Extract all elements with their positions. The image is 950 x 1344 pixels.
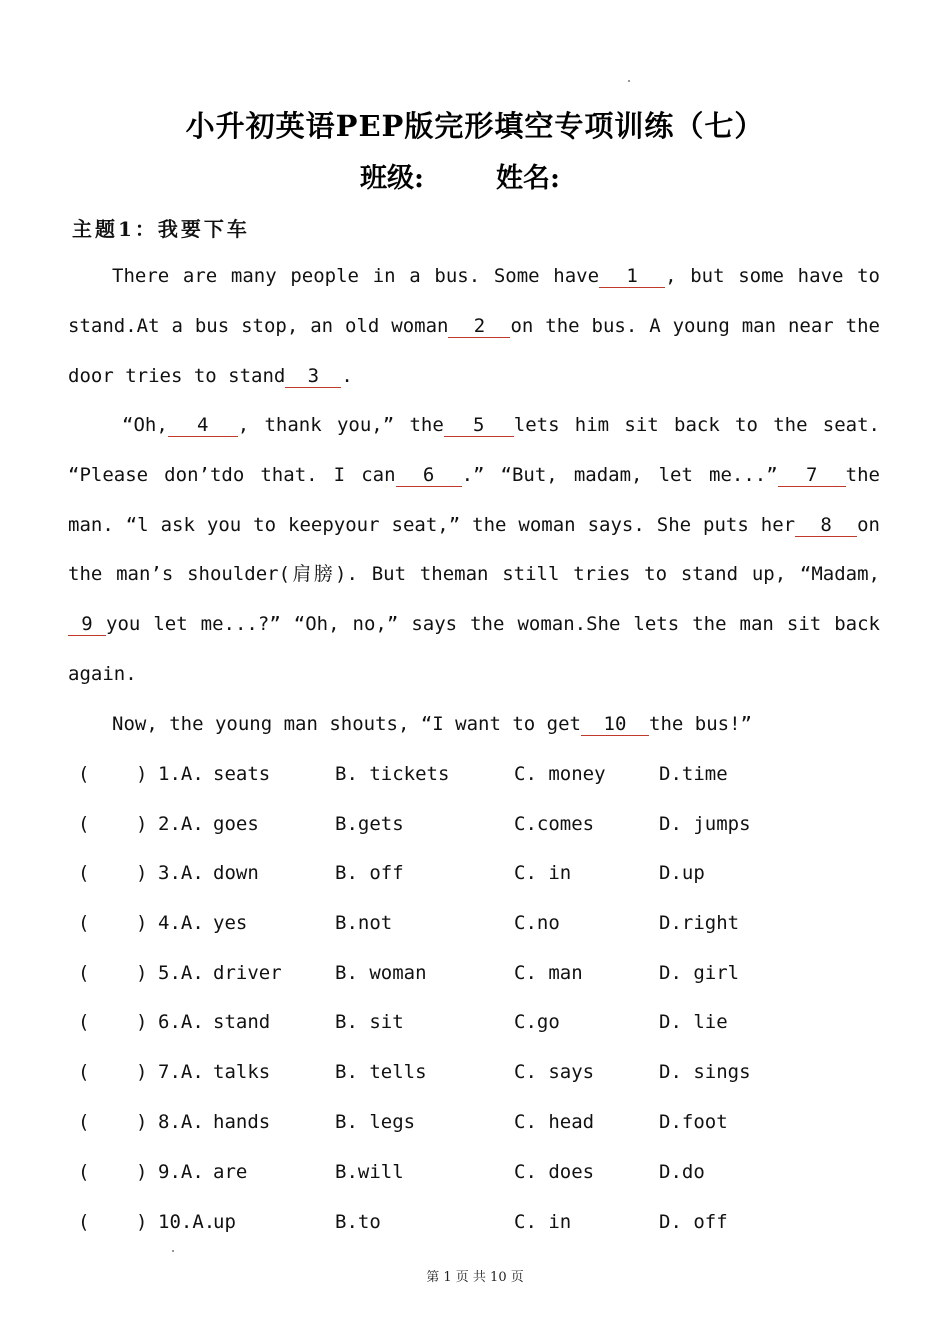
option-c[interactable]: C. head xyxy=(514,1111,595,1133)
speck-mark xyxy=(628,80,630,82)
option-d[interactable]: D. girl xyxy=(659,962,740,984)
option-a[interactable]: hands xyxy=(213,1111,271,1133)
student-info xyxy=(360,156,560,195)
page-footer: 第 1 页 共 10 页 xyxy=(426,1270,524,1285)
blank-9[interactable]: 9 xyxy=(68,613,106,636)
option-a[interactable]: goes xyxy=(213,813,259,835)
option-a[interactable]: up xyxy=(213,1211,236,1233)
class-label: 班级: xyxy=(360,163,424,194)
option-a[interactable]: seats xyxy=(213,763,271,785)
option-c[interactable]: C. says xyxy=(514,1061,595,1083)
option-b[interactable]: B.not xyxy=(335,912,393,934)
blank-7[interactable]: 7 xyxy=(778,464,846,487)
page-title: 小升初英语PEP版完形填空专项训练（七） xyxy=(185,109,765,143)
speck-mark xyxy=(172,1250,174,1252)
option-b[interactable]: B.will xyxy=(335,1161,404,1183)
option-d[interactable]: D. jumps xyxy=(659,813,751,835)
option-a[interactable]: stand xyxy=(213,1011,271,1033)
blank-6[interactable]: 6 xyxy=(396,464,462,487)
option-b[interactable]: B.gets xyxy=(335,813,404,835)
option-d[interactable]: D.right xyxy=(659,912,740,934)
passage-paragraph-1: There are many people in a bus. Some have 1 , but some have to stand.At a bus stop, an old woman 2 on the bus. A young man near the door tries to stand 3 . xyxy=(68,265,880,387)
option-c[interactable]: C.no xyxy=(514,912,560,934)
option-d[interactable]: D. off xyxy=(659,1211,728,1233)
option-c[interactable]: C. in xyxy=(514,862,572,884)
passage-paragraph-3: Now, the young man shouts, “I want to get 10 the bus!” xyxy=(112,713,752,735)
option-d[interactable]: D.up xyxy=(659,862,705,884)
option-b[interactable]: B. legs xyxy=(335,1111,416,1133)
blank-4[interactable]: 4 xyxy=(168,414,238,437)
blank-5[interactable]: 5 xyxy=(444,414,514,437)
option-b[interactable]: B. off xyxy=(335,862,404,884)
option-b[interactable]: B. tells xyxy=(335,1061,427,1083)
option-b[interactable]: B. sit xyxy=(335,1011,404,1033)
option-c[interactable]: C. money xyxy=(514,763,606,785)
option-b[interactable]: B. tickets xyxy=(335,763,450,785)
option-a[interactable]: driver xyxy=(213,962,282,984)
passage-paragraph-2: “Oh, 4 , thank you,” the 5 lets him sit back to the seat. “Please don’tdo that. I can 6 .” “But, madam, let me...” 7 the man. “l ask you to keepyour seat,” the woman says. She puts her 8 on the man’s shoulder(肩膀). But theman still tries to stand up, “Madam,9 you let me...?” “Oh, no,” says the woman.She lets the man sit back again. xyxy=(68,414,880,685)
option-d[interactable]: D.time xyxy=(659,763,728,785)
option-c[interactable]: C.comes xyxy=(514,813,595,835)
option-a[interactable]: are xyxy=(213,1161,248,1183)
option-b[interactable]: B.to xyxy=(335,1211,381,1233)
option-c[interactable]: C. does xyxy=(514,1161,595,1183)
blank-10[interactable]: 10 xyxy=(581,713,649,736)
option-c[interactable]: C. in xyxy=(514,1211,572,1233)
option-c[interactable]: C. man xyxy=(514,962,583,984)
blank-3[interactable]: 3 xyxy=(285,365,341,388)
option-d[interactable]: D.do xyxy=(659,1161,705,1183)
blank-1[interactable]: 1 xyxy=(599,265,665,288)
option-d[interactable]: D.foot xyxy=(659,1111,728,1133)
blank-2[interactable]: 2 xyxy=(448,315,510,338)
topic-heading: 主题1：我要下车 xyxy=(72,217,250,241)
option-b[interactable]: B. woman xyxy=(335,962,427,984)
name-label: 姓名: xyxy=(495,163,560,194)
option-a[interactable]: down xyxy=(213,862,259,884)
option-a[interactable]: yes xyxy=(213,912,248,934)
option-c[interactable]: C.go xyxy=(514,1011,560,1033)
option-d[interactable]: D. lie xyxy=(659,1011,728,1033)
option-d[interactable]: D. sings xyxy=(659,1061,751,1083)
blank-8[interactable]: 8 xyxy=(795,514,857,537)
option-a[interactable]: talks xyxy=(213,1061,271,1083)
